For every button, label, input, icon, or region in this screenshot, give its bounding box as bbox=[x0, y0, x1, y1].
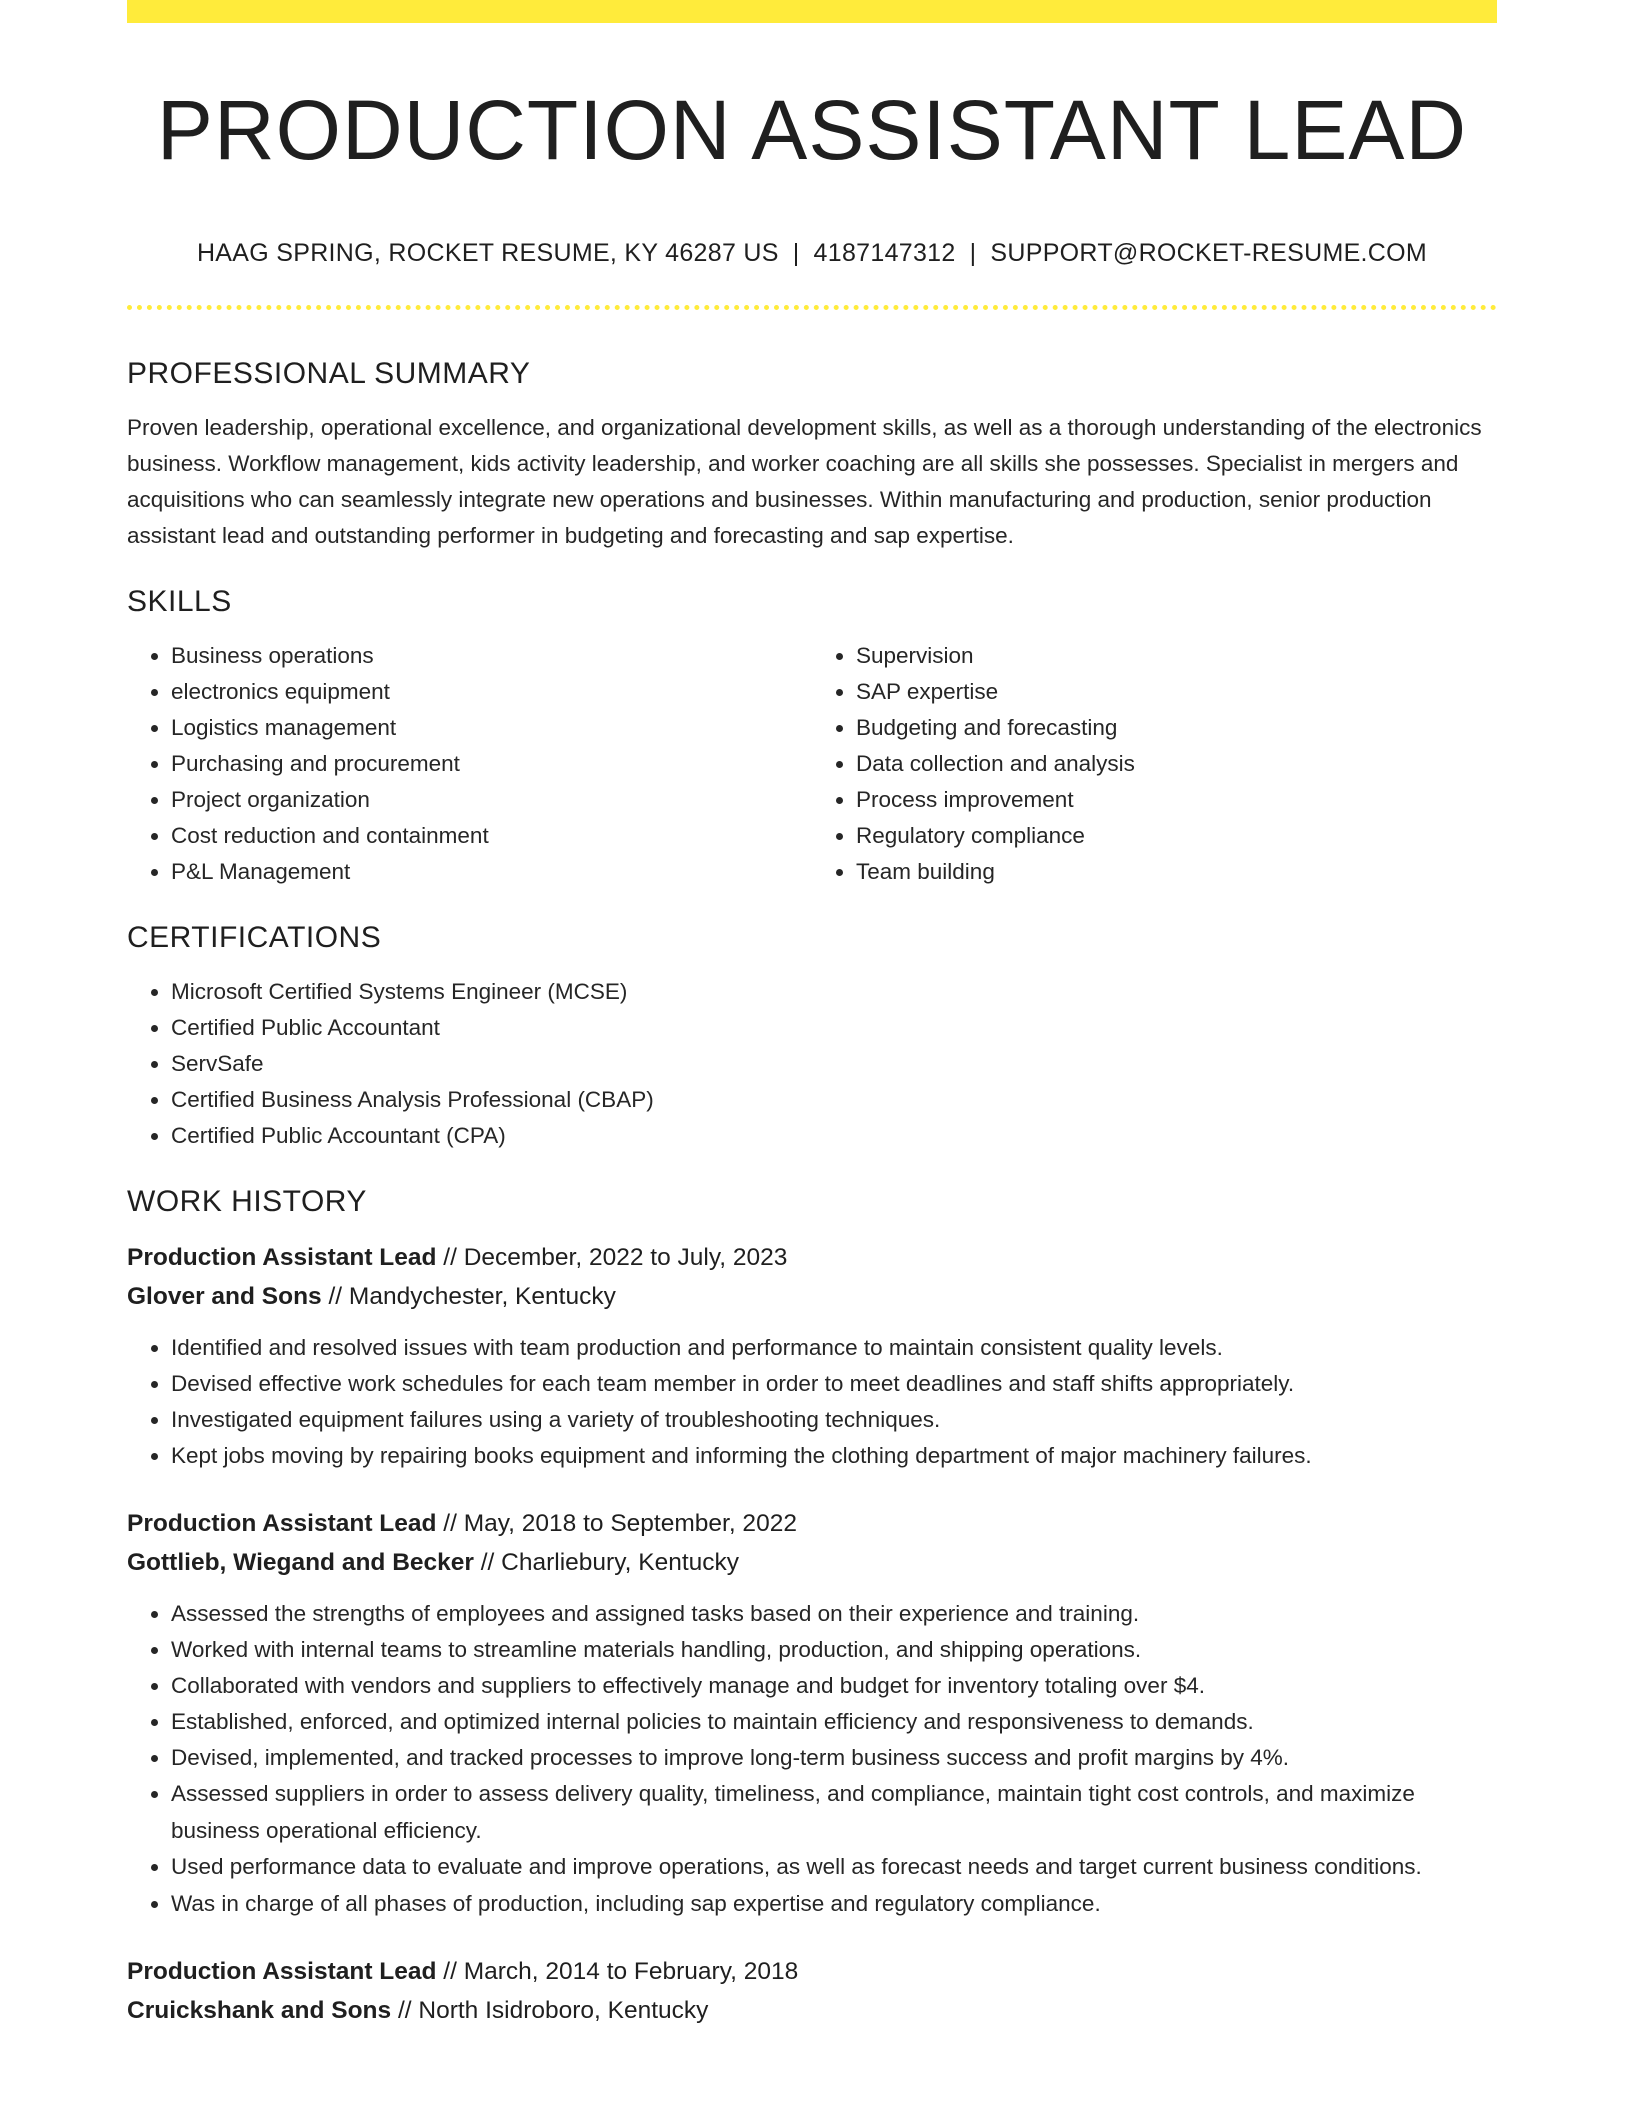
job-bullet: • Established, enforced, and optimized internal policies to maintain efficiency and responsiveness to demands. bbox=[171, 1704, 1497, 1740]
skill-item: • Purchasing and procurement bbox=[171, 746, 812, 782]
job-bullet: • Investigated equipment failures using a variety of troubleshooting techniques. bbox=[171, 1402, 1497, 1438]
skill-item: • P&L Management bbox=[171, 854, 812, 890]
certification-item: • ServSafe bbox=[171, 1046, 1497, 1082]
skill-item: • Cost reduction and containment bbox=[171, 818, 812, 854]
skill-item: • Logistics management bbox=[171, 710, 812, 746]
job-dates: // March, 2014 to February, 2018 bbox=[443, 1957, 799, 1985]
job-company-line bbox=[127, 1543, 1497, 1582]
job-title-line bbox=[127, 1952, 1497, 1991]
job-location: // North Isidroboro, Kentucky bbox=[397, 1996, 709, 2024]
summary-text: Proven leadership, operational excellence, and organizational development skills, as well as a thorough understanding of the electronics business. Workflow management, kids activity leadership, and worker coaching are all skills she possesses. Specialist in mergers and acquisitions who can seamlessly integrate new operations and businesses. Within manufacturing and production, senior production assistant lead and outstanding performer in budgeting and forecasting and sap expertise. bbox=[127, 415, 1482, 548]
certification-item: • Certified Public Accountant bbox=[171, 1010, 1497, 1046]
certifications-list bbox=[127, 974, 1497, 1154]
certification-item: • Certified Business Analysis Professional (CBAP) bbox=[171, 1082, 1497, 1118]
job-entry bbox=[127, 1238, 1497, 1474]
work-history-section bbox=[127, 1178, 1497, 2030]
job-bullet: • Used performance data to evaluate and improve operations, as well as forecast needs and target current business conditions. bbox=[171, 1849, 1497, 1886]
email: SUPPORT@ROCKET-RESUME.COM bbox=[990, 239, 1428, 267]
address: HAAG SPRING, ROCKET RESUME, KY 46287 US bbox=[196, 239, 779, 267]
separator: | bbox=[969, 239, 977, 267]
certification-item: • Certified Public Accountant (CPA) bbox=[171, 1118, 1497, 1154]
job-dates: // May, 2018 to September, 2022 bbox=[443, 1510, 797, 1537]
skills-section bbox=[127, 578, 1497, 890]
job-bullet: • Collaborated with vendors and suppliers to effectively manage and budget for inventory totaling over $4. bbox=[171, 1668, 1497, 1704]
skill-item: • SAP expertise bbox=[856, 674, 1497, 710]
phone: 4187147312 bbox=[813, 239, 956, 267]
skill-item: • Process improvement bbox=[856, 782, 1497, 818]
skill-item: • electronics equipment bbox=[171, 674, 812, 710]
summary-section bbox=[127, 350, 1497, 554]
company-name: Cruickshank and Sons bbox=[127, 1996, 392, 2024]
section-heading: CERTIFICATIONS bbox=[127, 921, 382, 954]
certification-item: • Microsoft Certified Systems Engineer (MCSE) bbox=[171, 974, 1497, 1010]
dotted-divider bbox=[127, 305, 1497, 310]
job-bullet: • Assessed the strengths of employees and assigned tasks based on their experience and training. bbox=[171, 1596, 1497, 1632]
job-title-line bbox=[127, 1238, 1497, 1277]
job-bullet: • Assessed suppliers in order to assess delivery quality, timeliness, and compliance, maintain tight cost controls, and maximize business operational efficiency. bbox=[171, 1776, 1497, 1849]
job-company-line bbox=[127, 1991, 1497, 2030]
skill-item: • Team building bbox=[856, 854, 1497, 890]
company-name: Gottlieb, Wiegand and Becker bbox=[127, 1549, 474, 1576]
resume-body bbox=[127, 350, 1497, 2030]
job-title: Production Assistant Lead bbox=[127, 1510, 437, 1537]
skill-item: • Data collection and analysis bbox=[856, 746, 1497, 782]
skill-item: • Project organization bbox=[171, 782, 812, 818]
skill-item: • Budgeting and forecasting bbox=[856, 710, 1497, 746]
job-bullet: • Worked with internal teams to streamline materials handling, production, and shipping operations. bbox=[171, 1632, 1497, 1668]
job-location: // Charliebury, Kentucky bbox=[480, 1549, 740, 1576]
section-heading: WORK HISTORY bbox=[127, 1185, 367, 1218]
job-title-line bbox=[127, 1504, 1497, 1543]
job-bullets bbox=[127, 1596, 1497, 1922]
company-name: Glover and Sons bbox=[127, 1283, 322, 1310]
skill-item: • Supervision bbox=[856, 638, 1497, 674]
candidate-name: PRODUCTION ASSISTANT LEAD bbox=[156, 83, 1468, 177]
job-bullet: • Identified and resolved issues with team production and performance to maintain consistent quality levels. bbox=[171, 1330, 1497, 1366]
skill-item: • Business operations bbox=[171, 638, 812, 674]
job-bullet: • Kept jobs moving by repairing books equipment and informing the clothing department of major machinery failures. bbox=[171, 1438, 1497, 1474]
skills-right-column bbox=[812, 638, 1497, 890]
accent-bar bbox=[127, 0, 1497, 23]
skills-grid bbox=[127, 638, 1497, 890]
separator: | bbox=[792, 239, 800, 267]
job-title: Production Assistant Lead bbox=[127, 1244, 437, 1271]
job-bullet: • Devised effective work schedules for each team member in order to meet deadlines and staff shifts appropriately. bbox=[171, 1366, 1497, 1402]
job-bullet: • Devised, implemented, and tracked processes to improve long-term business success and profit margins by 4%. bbox=[171, 1740, 1497, 1776]
job-entry bbox=[127, 1952, 1497, 2030]
contact-line bbox=[127, 236, 1497, 270]
job-bullets bbox=[127, 1330, 1497, 1474]
job-company-line bbox=[127, 1277, 1497, 1316]
section-heading: PROFESSIONAL SUMMARY bbox=[127, 357, 531, 390]
job-entry bbox=[127, 1504, 1497, 1922]
section-heading: SKILLS bbox=[127, 585, 232, 618]
skill-item: • Regulatory compliance bbox=[856, 818, 1497, 854]
job-dates: // December, 2022 to July, 2023 bbox=[443, 1244, 788, 1271]
job-bullet: • Was in charge of all phases of production, including sap expertise and regulatory compliance. bbox=[171, 1886, 1497, 1922]
certifications-section bbox=[127, 914, 1497, 1154]
job-title: Production Assistant Lead bbox=[127, 1957, 437, 1985]
job-location: // Mandychester, Kentucky bbox=[328, 1283, 616, 1310]
skills-left-column bbox=[127, 638, 812, 890]
